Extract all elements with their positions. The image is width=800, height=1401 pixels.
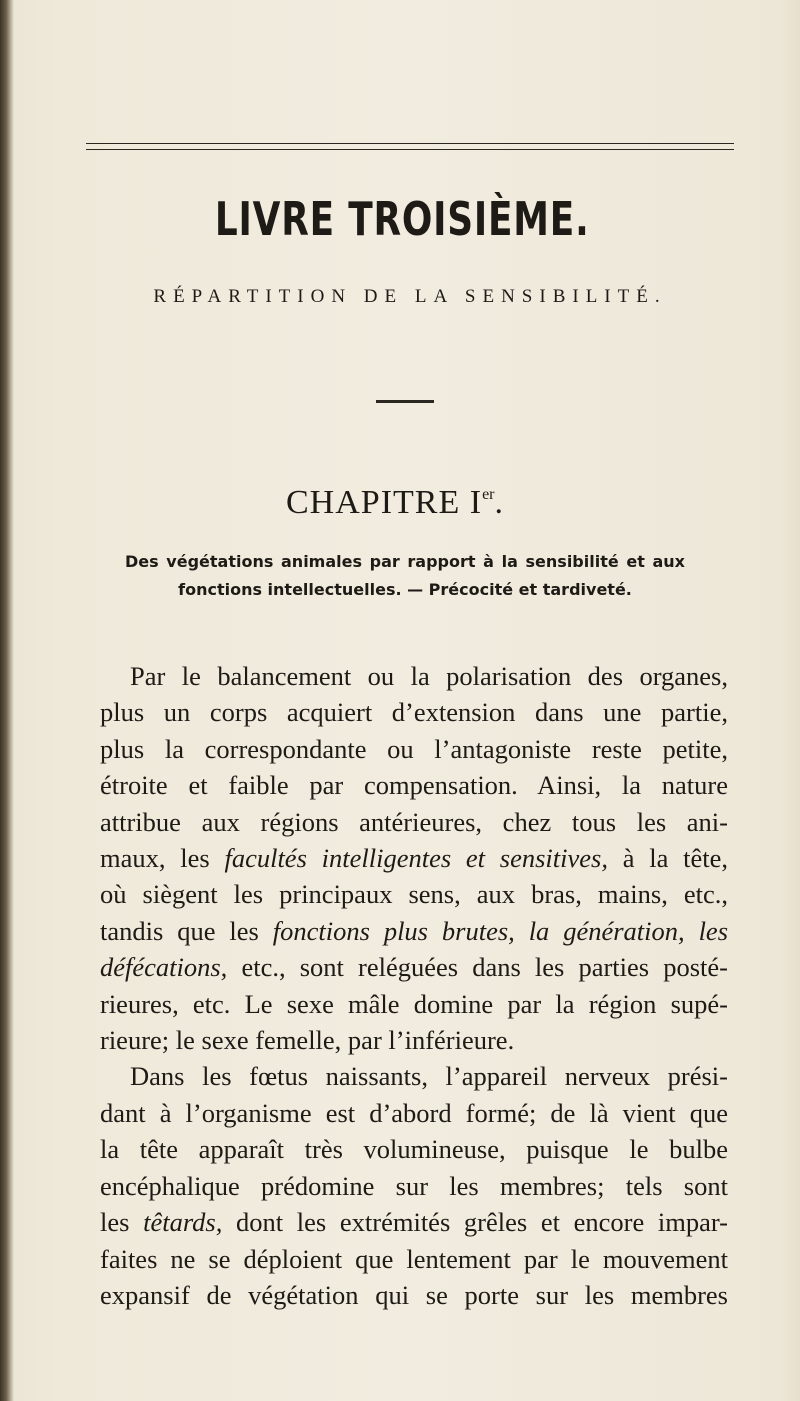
text-run: où siègent les principaux sens, aux bras, mains, etc., (100, 879, 728, 910)
text-run: étroite et faible par compensation. Ainsi, la nature (100, 770, 728, 801)
text-run: la tête apparaît très volumineuse, puisque le bulbe (100, 1134, 728, 1165)
section-divider (376, 400, 434, 403)
body-text (100, 658, 728, 1313)
text-run: encéphalique prédomine sur les membres; tels sont (100, 1170, 728, 1201)
chapter-ordinal-suffix: er (482, 486, 495, 503)
text-run: tandis que les (100, 915, 273, 946)
text-line (100, 767, 728, 803)
text-run: expansif de végétation qui se porte sur les membres (100, 1279, 728, 1310)
book-title: LIVRE TROISIÈME. (214, 192, 590, 246)
text-line (100, 1022, 728, 1058)
text-run: rieure; le sexe femelle, par l’inférieure. (100, 1025, 515, 1056)
text-line (100, 876, 728, 912)
italic-text: facultés intelligentes et sensitives, (224, 843, 608, 874)
chapter-title: CHAPITRE I (286, 484, 483, 521)
text-run: dont les extrémités grêles et encore impar- (222, 1207, 728, 1238)
chapter-period: . (494, 484, 504, 521)
text-run: attribue aux régions antérieures, chez tous les ani- (100, 806, 728, 837)
text-run: maux, les (100, 843, 225, 874)
text-line (100, 1131, 728, 1167)
text-line (100, 1168, 728, 1204)
text-run: les (100, 1207, 144, 1238)
italic-text: fonctions plus brutes, la génération, les (272, 915, 729, 946)
book-subtitle: RÉPARTITION DE LA SENSIBILITÉ. (153, 286, 667, 307)
text-run: faites ne se déploient que lentement par le mouvement (100, 1243, 728, 1274)
text-line (100, 1095, 728, 1131)
text-line (100, 913, 728, 949)
text-line (100, 986, 728, 1022)
text-line (100, 1241, 728, 1277)
italic-text: défécations, (100, 952, 228, 983)
text-line (100, 840, 728, 876)
text-line (100, 658, 728, 694)
text-run: à la tête, (607, 843, 729, 874)
text-run: plus un corps acquiert d’extension dans une partie, (100, 697, 728, 728)
italic-text: têtards, (143, 1207, 223, 1238)
chapter-argument: Des végétations animales par rapport à la sensibilité et aux fonctions intellectuelles. — Précocité et tardiveté. (125, 552, 685, 599)
chapter-heading (0, 484, 790, 522)
text-line (100, 949, 728, 985)
header-double-rule (86, 143, 734, 150)
text-run: rieures, etc. Le sexe mâle domine par la région supé- (100, 988, 728, 1019)
text-run: dant à l’organisme est d’abord formé; de là vient que (100, 1097, 728, 1128)
text-run: Par le balancement ou la polarisation des organes, (130, 661, 728, 691)
text-run: etc., sont reléguées dans les parties posté- (227, 952, 728, 983)
text-line (100, 1058, 728, 1094)
text-run: Dans les fœtus naissants, l’appareil nerveux prési- (130, 1061, 728, 1092)
text-line (100, 804, 728, 840)
text-line (100, 694, 728, 730)
text-run: plus la correspondante ou l’antagoniste reste petite, (100, 733, 728, 764)
text-line (100, 1277, 728, 1313)
text-line (100, 731, 728, 767)
text-line (100, 1204, 728, 1240)
